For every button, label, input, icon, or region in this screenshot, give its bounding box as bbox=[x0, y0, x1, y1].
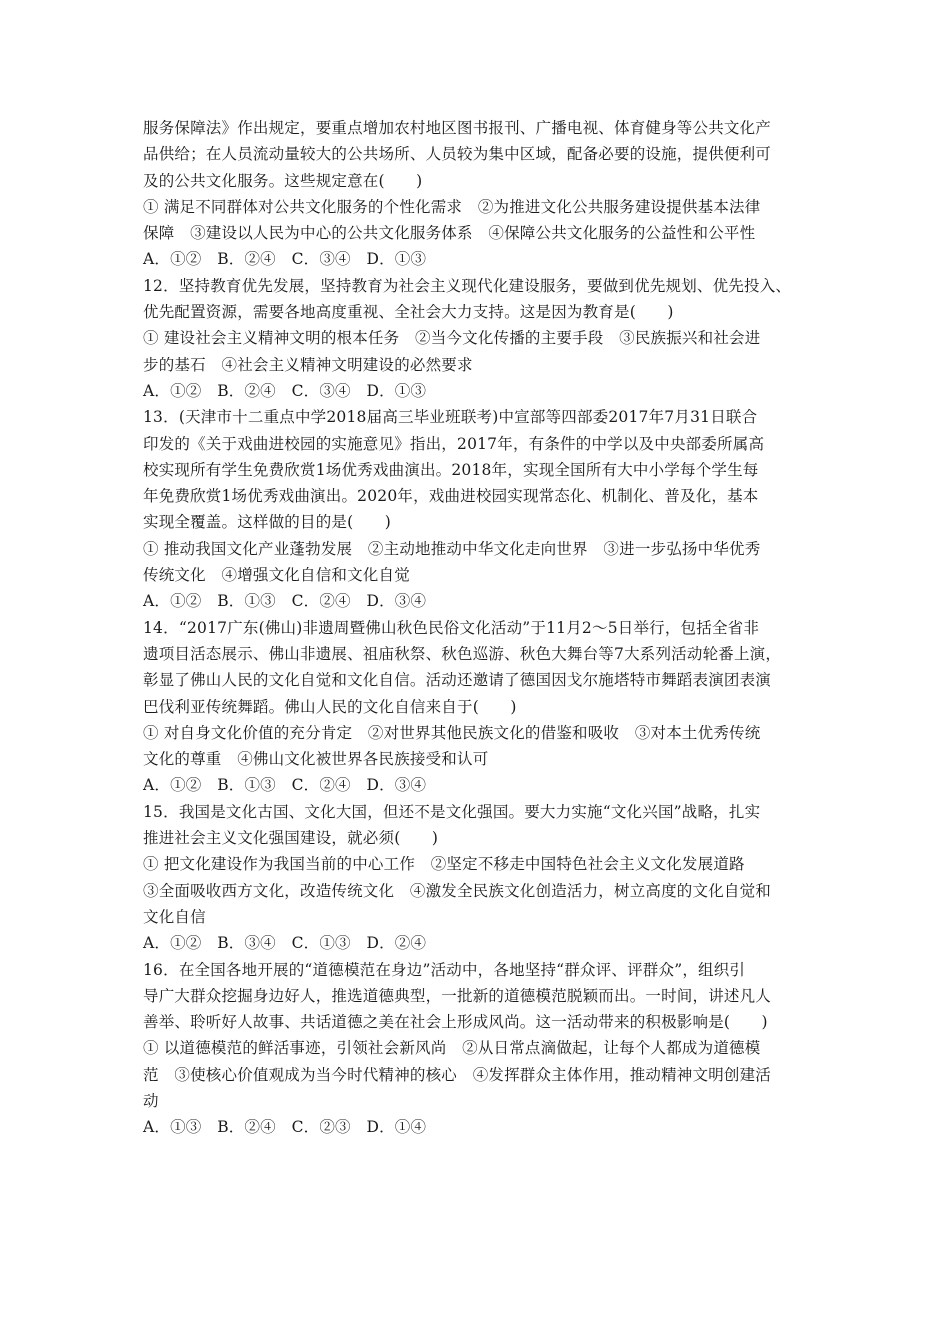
text-line: 服务保障法》作出规定，要重点增加农村地区图书报刊、广播电视、体育健身等公共文化产 bbox=[143, 119, 772, 137]
option-line: 保障 ③建设以人民为中心的公共文化服务体系 ④保障公共文化服务的公益性和公平性 bbox=[143, 224, 756, 243]
option-line: 步的基石 ④社会主义精神文明建设的必然要求 bbox=[143, 355, 473, 374]
question-13: 13．(天津市十二重点中学2018届高三毕业班联考)中宣部等四部委2017年7月31日联合 bbox=[143, 408, 758, 427]
option-line: 传统文化 ④增强文化自信和文化自觉 bbox=[143, 566, 410, 585]
question-16: 16．在全国各地开展的“道德模范在身边”活动中，各地坚持“群众评、评群众”，组织引 bbox=[143, 960, 746, 979]
text-line: 优先配置资源，需要各地高度重视、全社会大力支持。这是因为教育是( ) bbox=[143, 303, 674, 322]
option-line: ① 满足不同群体对公共文化服务的个性化需求 ②为推进文化公共服务建设提供基本法律 bbox=[143, 197, 761, 216]
text-line: 导广大群众挖掘身边好人，推选道德典型，一批新的道德模范脱颖而出。一时间，讲述凡人 bbox=[143, 986, 772, 1005]
option-line: ① 把文化建设作为我国当前的中心工作 ②坚定不移走中国特色社会主义文化发展道路 bbox=[143, 855, 745, 874]
option-line: ③全面吸收西方文化，改造传统文化 ④激发全民族文化创造活力，树立高度的文化自觉和 bbox=[143, 881, 772, 900]
text-line: 遗项目活态展示、佛山非遗展、祖庙秋祭、秋色巡游、秋色大舞台等7大系列活动轮番上演， bbox=[143, 644, 782, 663]
answer-choices: A．①② B．①③ C．②④ D．③④ bbox=[143, 592, 427, 611]
text-line: 推进社会主义文化强国建设，就必须( ) bbox=[143, 829, 439, 848]
text-line: 巴伐利亚传统舞蹈。佛山人民的文化自信来自于( ) bbox=[143, 697, 517, 716]
option-line: ① 建设社会主义精神文明的根本任务 ②当今文化传播的主要手段 ③民族振兴和社会进 bbox=[143, 329, 761, 348]
question-15: 15．我国是文化古国、文化大国，但还不是文化强国。要大力实施“文化兴国”战略，扎实 bbox=[143, 802, 761, 821]
question-12: 12．坚持教育优先发展，坚持教育为社会主义现代化建设服务，要做到优先规划、优先投入、 bbox=[143, 276, 792, 295]
answer-choices: A．①② B．②④ C．③④ D．①③ bbox=[143, 250, 427, 269]
text-line: 善举、聆听好人故事、共话道德之美在社会上形成风尚。这一活动带来的积极影响是( ) bbox=[143, 1013, 768, 1032]
option-line: 文化自信 bbox=[143, 907, 206, 926]
text-line: 校实现所有学生免费欣赏1场优秀戏曲演出。2018年，实现全国所有大中小学每个学生每 bbox=[143, 460, 759, 479]
question-14: 14．“2017广东(佛山)非遗周暨佛山秋色民俗文化活动”于11月2～5日举行，包括全省非 bbox=[143, 618, 760, 637]
text-line: 彰显了佛山人民的文化自觉和文化自信。活动还邀请了德国因戈尔施塔特市舞蹈表演团表演 bbox=[143, 671, 772, 690]
option-line: ① 以道德模范的鲜活事迹，引领社会新风尚 ②从日常点滴做起，让每个人都成为道德模 bbox=[143, 1039, 761, 1058]
text-line: 印发的《关于戏曲进校园的实施意见》指出，2017年，有条件的中学以及中央部委所属高 bbox=[143, 434, 765, 453]
answer-choices: A．①② B．①③ C．②④ D．③④ bbox=[143, 776, 427, 795]
answer-choices: A．①② B．③④ C．①③ D．②④ bbox=[143, 934, 427, 953]
text-line: 及的公共文化服务。这些规定意在( ) bbox=[143, 171, 423, 190]
option-line: 动 bbox=[143, 1091, 159, 1110]
exam-text-body bbox=[143, 115, 823, 1141]
text-line: 年免费欣赏1场优秀戏曲演出。2020年，戏曲进校园实现常态化、机制化、普及化，基本 bbox=[143, 487, 759, 506]
answer-choices: A．①③ B．②④ C．②③ D．①④ bbox=[143, 1118, 427, 1137]
option-line: 文化的尊重 ④佛山文化被世界各民族接受和认可 bbox=[143, 750, 489, 769]
text-line: 品供给；在人员流动量较大的公共场所、人员较为集中区域，配备必要的设施，提供便利可 bbox=[143, 145, 772, 164]
option-line: 范 ③使核心价值观成为当今时代精神的核心 ④发挥群众主体作用，推动精神文明创建活 bbox=[143, 1065, 772, 1084]
answer-choices: A．①② B．②④ C．③④ D．①③ bbox=[143, 381, 427, 400]
option-line: ① 推动我国文化产业蓬勃发展 ②主动地推动中华文化走向世界 ③进一步弘扬中华优秀 bbox=[143, 539, 761, 558]
text-line: 实现全覆盖。这样做的目的是( ) bbox=[143, 513, 391, 532]
option-line: ① 对自身文化价值的充分肯定 ②对世界其他民族文化的借鉴和吸收 ③对本土优秀传统 bbox=[143, 723, 761, 742]
